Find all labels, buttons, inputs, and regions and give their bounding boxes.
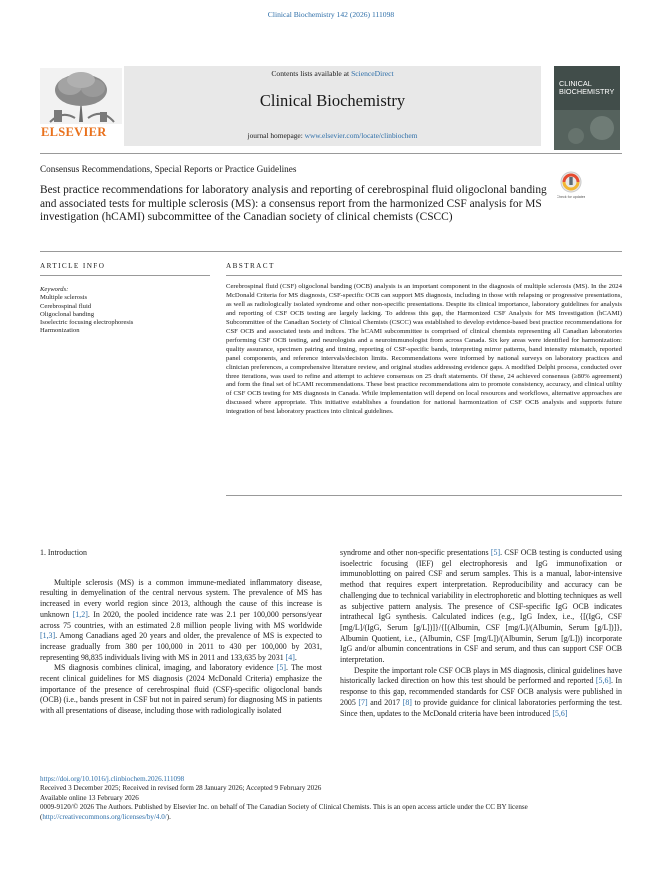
keywords-label: Keywords: [40,286,69,293]
sciencedirect-link[interactable]: ScienceDirect [351,69,394,78]
check-updates-label: Check for updates [557,195,585,199]
doi-link[interactable]: https://doi.org/10.1016/j.clinbiochem.2026.111098 [40,775,185,783]
license-text: 0009-9120/© 2026 The Authors. Published by Elsevier Inc. on behalf of The Canadian Society of Clinical Chemists. This is an open access article under the CC BY license ( [40,803,528,821]
journal-title: Clinical Biochemistry [259,91,406,110]
body-right-column [340,548,622,719]
citation-link[interactable]: [1,3] [40,631,56,641]
body-text: . In response to this gap, recommended standards for CSF OCB analysis were published in 2005 [340,676,622,707]
body-text: MS diagnosis combines clinical, imaging, and laboratory evidence [54,663,277,673]
contents-prefix: Contents lists available at [271,69,352,78]
title-divider [40,251,622,252]
citation-link[interactable]: [1,2] [72,609,88,619]
keyword-item: Isoelectric focusing electrophoresis [40,319,134,327]
available-online: Available online 13 February 2026 [40,793,139,802]
body-text: and 2017 [367,697,403,707]
body-text: Multiple sclerosis (MS) is a common immune-mediated inflammatory disease, resulting in demyelination of the central nervous system. The prevalence of MS has increased in every world region since 2013, although the cause of this increase is unknown [40,577,322,619]
abstract-text: Cerebrospinal fluid (CSF) oligoclonal banding (OCB) analysis is an important component in the diagnosis of multiple sclerosis (MS). In the 2024 McDonald Criteria for MS diagnosis, CSF-specific OCB can support MS diagnosis, including in those with relapsing or progressive presentations, as well as radiologically isolated syndrome and other non-specific presentations. Despite its clinical importance, laboratory guidelines for analysis and reporting of CSF OCB testing are largely lacking. To address this gap, the Harmonized CSF Analysis for MS Investigation (hCAMI) Subcommittee of the Canadian Society of Clinical Chemists (CSCC) was established to develop evidence-based best practice recommendations for CSF OCB and associated tests and indices. The hCAMI subcommittee is comprised of clinical chemists representing all Canadian laboratories performing CSF OCB testing, and neurologists and a neuroimmunologist from across Canada. Six key areas were identified for harmonization: quality assurance, specimen pairing and timing, reporting of CSF-specific bands, interpreting mirror patterns, band intensity mismatch, reported panel components, and reference intervals/decision limits. Recommendations were informed by national surveys on laboratory practices and clinician preferences, a comprehensive literature review, and original studies addressing evidence gaps. A modified Delphi process, conducted over three iterations, was used to refine and attempt to achieve consensus on 25 draft statements. Of these, 24 achieved consensus (≥80% agreement) and form the final set of hCAMI recommendations. These best practice recommendations aim to promote consistency, accuracy, and clinical utility of CSF OCB testing for MS diagnosis in Canada. While implementation will depend on local resources and workflows, alternative approaches are discussed where appropriate. This initiative establishes a foundation for national harmonization of CSF OCB analysis and supports future integration of best laboratory practices into clinical guidelines. [226,283,622,416]
section-heading-introduction: 1. Introduction [40,548,87,557]
body-text: Despite the important role CSF OCB plays in MS diagnosis, clinical guidelines have historically lacked direction on how this test should be performed and reported [340,665,622,686]
check-for-updates-icon[interactable] [557,171,585,203]
body-paragraph [340,548,622,666]
body-paragraph [340,666,622,720]
article-title: Best practice recommendations for laboratory analysis and reporting of cerebrospinal fluid oligoclonal banding and associated tests for multiple sclerosis (MS): a consensus report from the harmonized CSF analysis for MS investigation (hCAMI) subcommittee of the Canadian society of clinical chemists (CSCC) [40,184,547,224]
citation-link[interactable]: [5,6] [552,708,568,718]
license-link[interactable]: http://creativecommons.org/licenses/by/4.0/ [42,812,167,821]
body-paragraph [40,578,322,664]
elsevier-logo-text: ELSEVIER [41,125,107,139]
keyword-item: Harmonization [40,327,80,335]
citation-link[interactable]: [7] [358,697,368,707]
citation-link[interactable]: [8] [402,697,412,707]
abstract-divider [226,275,622,276]
journal-homepage [124,131,541,140]
article-footer [40,775,622,822]
article-info-heading: ARTICLE INFO [40,262,106,270]
body-text: . CSF OCB testing is conducted using isoelectric focusing (IEF) gel electrophoresis and IgG immunofixation or immunoblotting on paired CSF and serum samples. This is a manual, labor-intensive method that requires expert interpretation. Reproducibility and accuracy can be challenging due to technical variability in electrophoretic and blotting techniques as well as subjective pattern analysis. The presence of CSF-specific IgG OCB indicates intrathecal IgG synthesis. Calculated indices (e.g., IgG Index, i.e., {[(IgG, CSF [mg/L]/(IgG, Serum [g/L])]}/{[(Albumin, CSF [mg/L]/(Albumin, Serum [g/L])]}, Albumin Quotient, i.e., (Albumin, CSF [mg/L])/(Albumin, Serum [g/L])) incorporate IgG and/or albumin concentrations in CSF and serum, and thus can support CSF OCB interpretation. [340,548,622,665]
cover-title: CLINICAL BIOCHEMISTRY [559,79,615,96]
journal-cover-thumbnail[interactable] [554,66,620,150]
abstract-heading: ABSTRACT [226,262,275,270]
body-text: . The most recent clinical guidelines for MS diagnosis (2024 McDonald Criteria) emphasize the importance of the presence of cerebrospinal fluid (CSF)-specific oligoclonal bands (OCB) (i.e., bands present in CSF but not in paired serum) for diagnosing MS in patients with all presentations of disease, including those with radiologically isolated [40,663,322,716]
homepage-prefix: journal homepage: [247,131,305,140]
body-left-column [40,548,322,717]
abstract-bottom-divider [226,495,622,496]
header-divider [40,153,622,154]
keywords-block [40,286,133,336]
body-paragraph [40,663,322,717]
body-text: to provide guidance for clinical laboratories performing the test. Since then, updates to the McDonald criteria have been introduced [340,697,622,718]
received-dates: Received 3 December 2025; Received in revised form 28 January 2026; Accepted 9 February 2026 [40,784,322,793]
keyword-item: Cerebrospinal fluid [40,302,92,310]
citation-link[interactable]: [5,6] [595,676,612,686]
body-text: syndrome and other non-specific presentations [340,548,491,557]
journal-reference-link[interactable]: Clinical Biochemistry 142 (2026) 111098 [267,10,395,19]
body-text: . In 2020, the pooled incidence rate was 2.1 per 100,000 persons/year across 75 countries, with an estimated 2.8 million people living with MS worldwide [40,609,322,630]
license-text: ). [166,812,171,821]
license-statement [40,803,622,822]
homepage-link[interactable]: www.elsevier.com/locate/clinbiochem [304,131,418,140]
citation-link[interactable]: [5] [276,663,286,673]
section-type: Consensus Recommendations, Special Reports or Practice Guidelines [40,164,297,174]
citation-link[interactable]: [4] [285,652,295,662]
keyword-item: Multiple sclerosis [40,294,88,302]
body-text: . Among Canadians aged 20 years and older, the prevalence of MS is expected to increase gradually from 380 per 100,000 in 2011 to 430 per 100,000 by 2031, representing 98,835 individuals living with MS in 2011 and 133,635 by 2031 [40,631,322,662]
info-divider [40,275,210,276]
body-text: . [294,652,297,662]
keyword-item: Oligoclonal banding [40,310,95,318]
citation-link[interactable]: [5] [490,548,501,557]
contents-line [124,69,541,78]
